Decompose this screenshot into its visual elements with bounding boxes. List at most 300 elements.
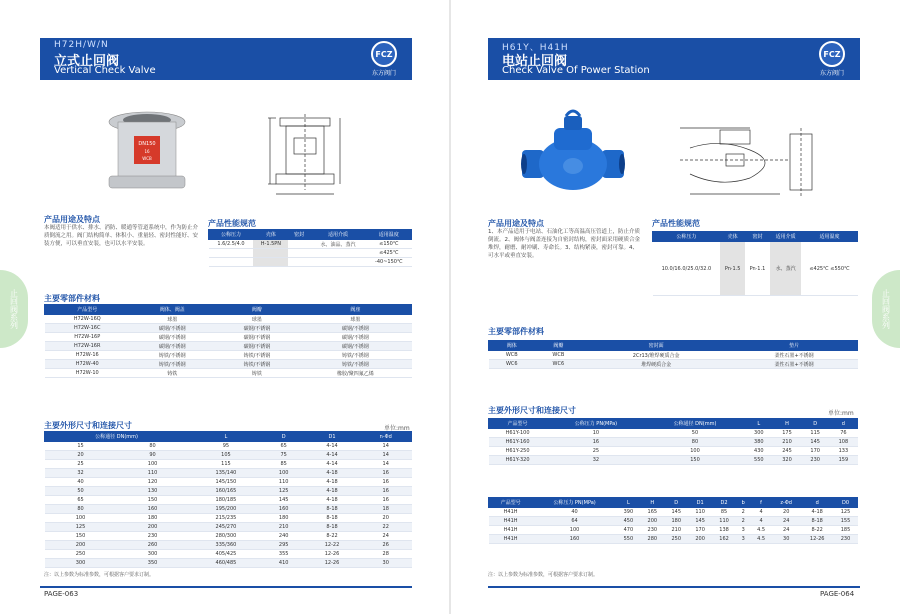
left-footnote: 注：以上参数为标准参数，可根据客户要求订制。 (44, 572, 155, 578)
table-cell: 8-18 (801, 517, 834, 526)
table-cell: 40 (45, 478, 117, 487)
table-cell: 200 (640, 517, 664, 526)
table-cell: H61Y-320 (489, 456, 547, 465)
table-cell: 200 (688, 535, 712, 544)
table-cell: 210 (263, 523, 304, 532)
table-cell: H72W-16Q (45, 315, 130, 324)
table-cell: 4-18 (801, 508, 834, 517)
table-cell: 碳钢/不锈钢 (299, 333, 411, 342)
table-cell: 50 (45, 487, 117, 496)
table-cell: 碳钢/不锈钢 (299, 324, 411, 333)
table-cell: 110 (117, 469, 189, 478)
table-cell: 150 (45, 532, 117, 541)
table-cell: 球墨 (130, 315, 215, 324)
table-cell: 14 (360, 451, 412, 460)
table-cell: 380 (745, 438, 773, 447)
spec-head: 壳体 (720, 232, 745, 242)
table-cell: 4.5 (750, 526, 771, 535)
table-cell: H72W-16R (45, 342, 130, 351)
table-cell: WC6 (489, 360, 536, 369)
table-cell: 8-18 (304, 505, 360, 514)
parts-head: 阀瓣 (535, 341, 582, 351)
right-footer-bar (488, 586, 860, 588)
table-cell: 铸铁/不锈钢 (130, 360, 215, 369)
table-cell: 64 (533, 517, 617, 526)
table-cell: 390 (616, 508, 640, 517)
table-cell: 4-14 (304, 451, 360, 460)
table-head: d (829, 419, 857, 429)
dims-head: 公称通径 DN(mm) (45, 432, 189, 442)
table-row (489, 526, 858, 535)
right-spec-table (652, 231, 858, 296)
parts-head: 阀体 (489, 341, 536, 351)
parts-head: 阀体、阀盖 (130, 305, 215, 315)
table-cell: 108 (829, 438, 857, 447)
right-title-cn: 电站止回阀 (502, 54, 568, 69)
table-cell: 铸铁/不锈钢 (130, 351, 215, 360)
table-cell: 215/235 (189, 514, 264, 523)
table-cell: 135/140 (189, 469, 264, 478)
table-cell: 14 (360, 460, 412, 469)
table-cell: 320 (773, 456, 801, 465)
table-cell: 4 (750, 517, 771, 526)
table-cell: 145 (688, 517, 712, 526)
table-cell: 76 (829, 429, 857, 438)
table-cell: 80 (117, 442, 189, 451)
right-usage-text: 1、本产品适用于电站、石油化工等高温高压管道上，防止介质倒流。2、阀体与阀盖连接为自密封结构，密封面采用硬质合金堆焊，耐磨、耐冲刷、寿命长。3、结构紧凑，密封可靠。4、可水平或垂直安装。 (488, 229, 641, 259)
table-cell: 90 (117, 451, 189, 460)
table-cell: 12-26 (304, 550, 360, 559)
table-cell: 210 (664, 526, 688, 535)
table-cell: 170 (801, 447, 829, 456)
table-cell: 100 (645, 447, 744, 456)
table-cell: 180 (664, 517, 688, 526)
parts-head: 阀座 (299, 305, 411, 315)
table-cell: 162 (712, 535, 736, 544)
table-cell: 450 (616, 517, 640, 526)
table-head: b (736, 498, 750, 508)
table-cell: 2 (736, 508, 750, 517)
svg-text:WCB: WCB (142, 156, 152, 161)
table-cell: 4.5 (750, 535, 771, 544)
table-cell: 145/150 (189, 478, 264, 487)
right-usage-title: 产品用途及特点 (488, 219, 544, 228)
table-cell: 550 (616, 535, 640, 544)
table-cell: 24 (772, 517, 801, 526)
table-cell: 碳钢/不锈钢 (215, 324, 300, 333)
left-usage-text: 本阀适用于供水、排水、消防、暖通等管道系统中，作为防止介质倒流之用。阀门结构简单、体积小、重量轻、密封性能好、安装方便，可以垂直安装，也可以水平安装。 (44, 225, 199, 247)
table-cell: 4-18 (304, 469, 360, 478)
table-cell: 245/270 (189, 523, 264, 532)
table-cell: 200 (117, 523, 189, 532)
left-dims-unit: 单位:mm (384, 425, 410, 432)
table-cell: 铸铁/不锈钢 (215, 351, 300, 360)
table-cell: 110 (263, 478, 304, 487)
table-cell: 球墨 (215, 315, 300, 324)
table-cell: 65 (263, 442, 304, 451)
table-head: 公称通径 DN(mm) (645, 419, 744, 429)
table-row (489, 438, 858, 447)
table-cell: 球墨 (299, 315, 411, 324)
table-cell: 3 (736, 526, 750, 535)
right-title-en: Check Valve Of Power Station (502, 65, 650, 76)
table-cell: 115 (801, 429, 829, 438)
company-logo (812, 41, 852, 77)
logo-name: 东方阀门 (371, 70, 396, 77)
spec-head: 密封 (745, 232, 770, 242)
parts-head: 产品型号 (45, 305, 130, 315)
table-cell: 95 (189, 442, 264, 451)
table-cell: 230 (834, 535, 858, 544)
table-cell: 26 (360, 541, 412, 550)
table-cell: 40 (533, 508, 617, 517)
table-cell: 195/200 (189, 505, 264, 514)
table-cell: 2 (736, 517, 750, 526)
spec-head: 壳体 (253, 230, 288, 240)
table-cell: H61Y-160 (489, 438, 547, 447)
table-cell: 160 (533, 535, 617, 544)
table-cell: 300 (45, 559, 117, 568)
table-cell: 20 (772, 508, 801, 517)
table-cell: 410 (263, 559, 304, 568)
table-cell: 180/185 (189, 496, 264, 505)
right-dims-table-2 (488, 497, 858, 544)
right-side-tab[interactable]: 止回阀系列 (872, 270, 900, 348)
spec-cell: H-1.5PN (253, 240, 288, 249)
table-cell: 100 (45, 514, 117, 523)
table-cell: 430 (745, 447, 773, 456)
logo-badge: FCZ (371, 41, 397, 67)
table-cell: 16 (360, 496, 412, 505)
table-cell: H41H (489, 535, 533, 544)
table-cell: H61Y-250 (489, 447, 547, 456)
table-cell: 8-22 (304, 532, 360, 541)
spec-cell: ≤150℃ (366, 240, 411, 249)
table-cell: 110 (688, 508, 712, 517)
left-usage-title: 产品用途及特点 (44, 215, 100, 224)
table-cell: 160 (263, 505, 304, 514)
table-cell: 碳钢/不锈钢 (130, 333, 215, 342)
table-row (489, 351, 858, 360)
power-station-check-valve-photo (518, 108, 628, 198)
table-cell: 20 (360, 514, 412, 523)
table-row (489, 517, 858, 526)
table-cell: H61Y-100 (489, 429, 547, 438)
table-cell: 16 (360, 469, 412, 478)
table-cell: WC6 (535, 360, 582, 369)
table-cell: 100 (117, 460, 189, 469)
table-head: D2 (712, 498, 736, 508)
table-cell: 200 (45, 541, 117, 550)
table-row (489, 447, 858, 456)
table-cell: 405/425 (189, 550, 264, 559)
table-cell: 300 (117, 550, 189, 559)
table-cell: 铸铁 (130, 369, 215, 378)
table-cell: 100 (263, 469, 304, 478)
table-cell: 160/165 (189, 487, 264, 496)
table-cell: 碳钢/不锈钢 (130, 324, 215, 333)
right-dims-table-1 (488, 418, 858, 465)
right-spec-title: 产品性能规范 (652, 219, 700, 228)
spec-cell: -40~150℃ (366, 258, 411, 267)
logo-badge: FCZ (819, 41, 845, 67)
table-cell: 24 (772, 526, 801, 535)
table-cell: 30 (360, 559, 412, 568)
spec-head: 适用介质 (770, 232, 802, 242)
table-cell: 25 (547, 447, 646, 456)
table-head: z-Φd (772, 498, 801, 508)
table-cell: 159 (829, 456, 857, 465)
parts-head: 阀瓣 (215, 305, 300, 315)
table-cell: 8-18 (304, 523, 360, 532)
spec-cell: Pn·1.1 (745, 242, 770, 296)
table-cell: H72W-16C (45, 324, 130, 333)
table-cell: 铸铁/不锈钢 (299, 360, 411, 369)
parts-head: 密封面 (582, 341, 731, 351)
dims-head: D1 (304, 432, 360, 442)
table-head: D0 (834, 498, 858, 508)
table-head: L (616, 498, 640, 508)
table-cell: 170 (688, 526, 712, 535)
table-cell: 115 (189, 460, 264, 469)
dims-head: D (263, 432, 304, 442)
left-title-en: Vertical Check Valve (54, 65, 156, 76)
table-cell: 250 (664, 535, 688, 544)
spec-head: 公称压力 (653, 232, 721, 242)
table-cell: 32 (547, 456, 646, 465)
table-cell: 138 (712, 526, 736, 535)
table-cell: H41H (489, 517, 533, 526)
table-cell: 50 (645, 429, 744, 438)
table-cell: 335/360 (189, 541, 264, 550)
spec-cell: 10.0/16.0/25.0/32.0 (653, 242, 721, 296)
table-cell: 16 (360, 478, 412, 487)
table-cell: 柔性石墨+不锈钢 (731, 351, 858, 360)
right-model-code: H61Y、H41H (502, 43, 569, 53)
table-cell: 130 (117, 487, 189, 496)
table-cell: 15 (45, 442, 117, 451)
dims-head: L (189, 432, 264, 442)
table-cell: 碳钢/不锈钢 (299, 342, 411, 351)
table-cell: 230 (801, 456, 829, 465)
table-head: H (640, 498, 664, 508)
right-dims-title: 主要外形尺寸和连接尺寸 (488, 406, 576, 415)
table-cell: 165 (640, 508, 664, 517)
table-cell: 铸铁 (215, 369, 300, 378)
table-cell: 柔性石墨+不锈钢 (731, 360, 858, 369)
table-cell: H41H (489, 508, 533, 517)
dims-head: n-Φd (360, 432, 412, 442)
table-cell: 185 (834, 526, 858, 535)
table-cell: 8-22 (801, 526, 834, 535)
table-cell: 碳钢/不锈钢 (215, 342, 300, 351)
table-cell: 4-18 (304, 487, 360, 496)
table-cell: 4-18 (304, 478, 360, 487)
table-cell: WCB (489, 351, 536, 360)
table-cell: 4-14 (304, 442, 360, 451)
power-valve-drawing (680, 108, 830, 203)
table-cell: 碳钢/不锈钢 (130, 342, 215, 351)
table-cell: 110 (712, 517, 736, 526)
table-cell: 24 (360, 532, 412, 541)
table-cell: 10 (547, 429, 646, 438)
table-cell: WCB (535, 351, 582, 360)
table-cell: 堆焊硬质合金 (582, 360, 731, 369)
right-dims-unit: 单位:mm (828, 410, 854, 417)
table-row (489, 456, 858, 465)
spec-head: 密封 (288, 230, 310, 240)
spec-head: 适用介质 (310, 230, 366, 240)
table-cell: H72W-16P (45, 333, 130, 342)
table-cell: 180 (263, 514, 304, 523)
table-cell: 22 (360, 523, 412, 532)
table-cell: 85 (263, 460, 304, 469)
table-cell: 100 (533, 526, 617, 535)
table-cell: 210 (773, 438, 801, 447)
parts-head: 垫片 (731, 341, 858, 351)
table-head: D (801, 419, 829, 429)
table-cell: 28 (360, 550, 412, 559)
table-cell: 175 (773, 429, 801, 438)
table-cell: 75 (263, 451, 304, 460)
table-cell: 4-14 (304, 460, 360, 469)
left-spec-title: 产品性能规范 (208, 219, 256, 228)
right-header (488, 38, 860, 80)
table-head: d (801, 498, 834, 508)
table-cell: 3 (736, 535, 750, 544)
table-cell: 125 (263, 487, 304, 496)
right-page-number: PAGE-064 (820, 590, 855, 598)
left-title-cn: 立式止回阀 (54, 54, 120, 69)
table-cell: 105 (189, 451, 264, 460)
table-cell: 240 (263, 532, 304, 541)
table-cell: H41H (489, 526, 533, 535)
table-cell: H72W-40 (45, 360, 130, 369)
table-head: D1 (688, 498, 712, 508)
table-head: D (664, 498, 688, 508)
table-row (489, 535, 858, 544)
spec-head: 适用温度 (801, 232, 857, 242)
table-row (489, 429, 858, 438)
table-cell: 16 (547, 438, 646, 447)
table-cell: 18 (360, 505, 412, 514)
right-parts-title: 主要零部件材料 (488, 327, 544, 336)
table-cell: 20 (45, 451, 117, 460)
table-row (653, 242, 858, 296)
table-cell: 16 (360, 487, 412, 496)
table-cell: 295 (263, 541, 304, 550)
spec-cell: 1.6/2.5/4.0 (209, 240, 254, 249)
left-page-number: PAGE-063 (44, 590, 79, 598)
table-cell: 260 (117, 541, 189, 550)
spec-head: 适用温度 (366, 230, 411, 240)
table-head: f (750, 498, 771, 508)
table-head: L (745, 419, 773, 429)
table-head: 产品型号 (489, 419, 547, 429)
table-cell: 橡胶/聚四氟乙烯 (299, 369, 411, 378)
table-cell: 80 (45, 505, 117, 514)
left-model-code: H72H/W/N (54, 40, 109, 50)
table-cell: 65 (45, 496, 117, 505)
table-cell: 350 (117, 559, 189, 568)
table-cell: 14 (360, 442, 412, 451)
logo-name: 东方阀门 (819, 70, 844, 77)
table-row (489, 360, 858, 369)
table-cell: 12-22 (304, 541, 360, 550)
table-cell: 150 (645, 456, 744, 465)
table-head: 公称压力 PN(MPa) (533, 498, 617, 508)
table-cell: 133 (829, 447, 857, 456)
left-parts-title: 主要零部件材料 (44, 294, 100, 303)
table-cell: 230 (117, 532, 189, 541)
table-cell: 355 (263, 550, 304, 559)
table-cell: 470 (616, 526, 640, 535)
table-cell: 85 (712, 508, 736, 517)
table-cell: 155 (834, 517, 858, 526)
spec-cell: ≤425℃ ≤550℃ (801, 242, 857, 296)
table-cell: H72W-16 (45, 351, 130, 360)
table-head: 产品型号 (489, 498, 533, 508)
svg-text:16: 16 (144, 149, 150, 154)
table-cell: 铸铁/不锈钢 (299, 351, 411, 360)
table-cell: 160 (117, 505, 189, 514)
table-cell: 120 (117, 478, 189, 487)
left-dims-title: 主要外形尺寸和连接尺寸 (44, 421, 132, 430)
table-cell: H72W-10 (45, 369, 130, 378)
table-cell: 12-26 (801, 535, 834, 544)
table-row (489, 508, 858, 517)
table-cell: 125 (834, 508, 858, 517)
left-side-tab[interactable]: 止回阀系列 (0, 270, 28, 348)
table-head: H (773, 419, 801, 429)
table-cell: 145 (801, 438, 829, 447)
table-cell: 30 (772, 535, 801, 544)
table-cell: 125 (45, 523, 117, 532)
table-cell: 245 (773, 447, 801, 456)
spec-cell: ≤425℃ (366, 249, 411, 258)
table-cell: 25 (45, 460, 117, 469)
table-cell: 145 (263, 496, 304, 505)
table-cell: 碳钢/不锈钢 (215, 333, 300, 342)
table-cell: 280/300 (189, 532, 264, 541)
table-cell: 12-26 (304, 559, 360, 568)
table-cell: 230 (640, 526, 664, 535)
table-cell: 280 (640, 535, 664, 544)
spec-cell: 水、油品、蒸汽 (310, 240, 366, 249)
table-cell: 4-18 (304, 496, 360, 505)
table-cell: 300 (745, 429, 773, 438)
table-cell: 80 (645, 438, 744, 447)
table-cell: 250 (45, 550, 117, 559)
table-head: 公称压力 PN(MPa) (547, 419, 646, 429)
table-cell: 铸铁/不锈钢 (215, 360, 300, 369)
right-footnote: 注：以上参数为标准参数，可根据客户要求订制。 (488, 572, 599, 578)
table-cell: 2Cr13/堆焊硬质合金 (582, 351, 731, 360)
table-cell: 150 (117, 496, 189, 505)
table-cell: 550 (745, 456, 773, 465)
table-cell: 145 (664, 508, 688, 517)
table-cell: 180 (117, 514, 189, 523)
spec-head: 公称压力 (209, 230, 254, 240)
spec-cell: Pn·1.5 (720, 242, 745, 296)
right-parts-table (488, 340, 858, 369)
table-cell: 460/485 (189, 559, 264, 568)
table-cell: 4 (750, 508, 771, 517)
table-cell: 32 (45, 469, 117, 478)
table-cell: 8-18 (304, 514, 360, 523)
spec-cell: 水、蒸汽 (770, 242, 802, 296)
svg-text:DN150: DN150 (138, 141, 156, 147)
